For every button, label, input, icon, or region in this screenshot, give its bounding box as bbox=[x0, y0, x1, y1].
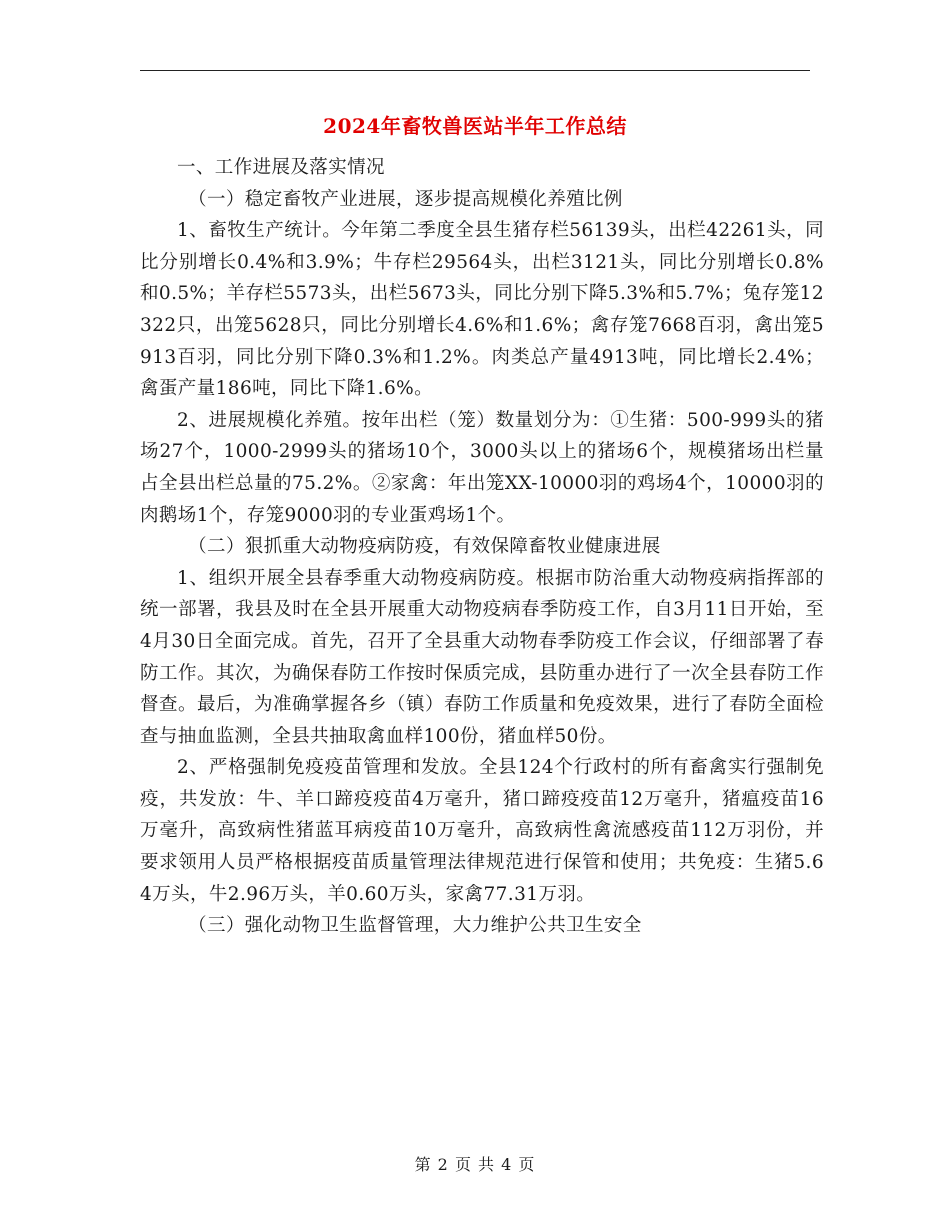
paragraph: 2、严格强制免疫疫苗管理和发放。全县124个行政村的所有畜禽实行强制免疫，共发放：牛、羊口蹄疫疫苗4万毫升，猪口蹄疫疫苗12万毫升，猪瘟疫苗16万毫升，高致病性猪蓝耳病疫苗10万毫升，高致病性禽流感疫苗112万羽份，并要求领用人员严格根据疫苗质量管理法律规范进行保管和使用；共免疫：生猪5.64万头，牛2.96万头，羊0.60万头，家禽77.31万羽。 bbox=[140, 757, 824, 905]
document-title: 2024年畜牧兽医站半年工作总结 bbox=[323, 114, 627, 138]
page-number-footer: 第 2 页 共 4 页 bbox=[414, 1155, 536, 1174]
document-body bbox=[140, 152, 824, 942]
section-heading: （一）稳定畜牧产业进展，逐步提高规模化养殖比例 bbox=[188, 188, 623, 210]
heading-level-1: 一、工作进展及落实情况 bbox=[177, 157, 385, 178]
paragraph: 1、组织开展全县春季重大动物疫病防疫。根据市防治重大动物疫病指挥部的统一部署，我县及时在全县开展重大动物疫病春季防疫工作，自3月11日开始，至4月30日全面完成。首先，召开了全县重大动物春季防疫工作会议，仔细部署了春防工作。其次，为确保春防工作按时保质完成，县防重办进行了一次全县春防工作督查。最后，为准确掌握各乡（镇）春防工作质量和免疫效果，进行了春防全面检查与抽血监测，全县共抽取禽血样100份，猪血样50份。 bbox=[140, 567, 824, 747]
paragraph: 2、进展规模化养殖。按年出栏（笼）数量划分为：①生猪：500-999头的猪场27个，1000-2999头的猪场10个，3000头以上的猪场6个，规模猪场出栏量占全县出栏总量的75.2%。②家禽：年出笼XX-10000羽的鸡场4个，10000羽的肉鹅场1个，存笼9000羽的专业蛋鸡场1个。 bbox=[140, 409, 824, 526]
section-heading: （二）狠抓重大动物疫病防疫，有效保障畜牧业健康进展 bbox=[188, 536, 661, 558]
paragraph: 1、畜牧生产统计。今年第二季度全县生猪存栏56139头，出栏42261头，同比分别增长0.4%和3.9%；牛存栏29564头，出栏3121头，同比分别增长0.8%和0.5%；羊存栏5573头，出栏5673头，同比分别下降5.3%和5.7%；兔存笼12322只，出笼5628只，同比分别增长4.6%和1.6%；禽存笼7668百羽，禽出笼5913百羽，同比分别下降0.3%和1.2%。肉类总产量4913吨，同比增长2.4%；禽蛋产量186吨，同比下降1.6%。 bbox=[140, 220, 824, 400]
section-heading: （三）强化动物卫生监督管理，大力维护公共卫生安全 bbox=[188, 915, 642, 937]
header-rule bbox=[140, 70, 810, 71]
